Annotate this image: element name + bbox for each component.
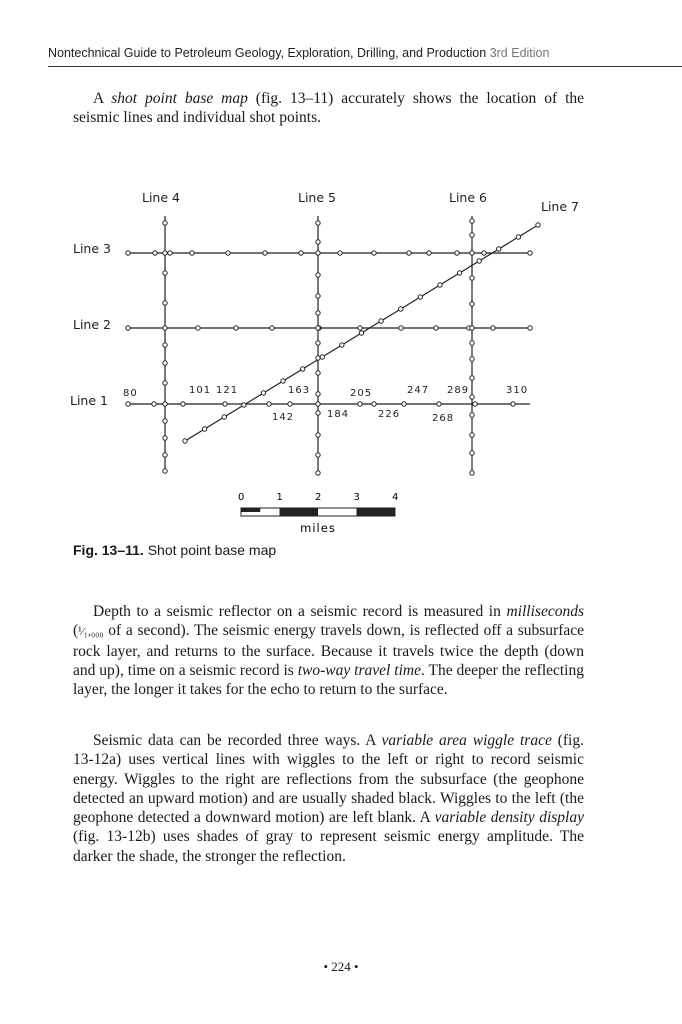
- shot-point: [497, 247, 501, 251]
- shot-point: [434, 326, 438, 330]
- shot-point-number: 247: [407, 385, 430, 396]
- shot-point: [316, 356, 320, 360]
- shot-point-number: 268: [432, 413, 455, 424]
- shot-point: [163, 271, 167, 275]
- shot-point: [437, 402, 441, 406]
- scale-tick-label: 2: [315, 492, 322, 503]
- shot-point: [399, 326, 403, 330]
- shot-point: [153, 251, 157, 255]
- shot-point: [126, 326, 130, 330]
- shot-point: [338, 251, 342, 255]
- shot-point: [242, 403, 246, 407]
- shot-point-number: 80: [123, 388, 138, 399]
- shot-point: [358, 402, 362, 406]
- shot-point: [528, 326, 532, 330]
- shot-point: [516, 235, 520, 239]
- line-label: Line 7: [541, 199, 579, 214]
- shot-point: [427, 251, 431, 255]
- shot-point: [316, 371, 320, 375]
- shot-point: [163, 301, 167, 305]
- shot-point: [316, 411, 320, 415]
- shot-point: [163, 361, 167, 365]
- shot-point: [470, 233, 474, 237]
- book-title: Nontechnical Guide to Petroleum Geology, Exploration, Drilling, and Production: [48, 46, 487, 60]
- shot-point: [511, 402, 515, 406]
- shot-point: [316, 471, 320, 475]
- shot-point: [536, 223, 540, 227]
- shot-point: [300, 367, 304, 371]
- scale-bar: [238, 492, 398, 535]
- shot-point: [222, 415, 226, 419]
- fraction: ¹⁄₁,₀₀₀: [78, 624, 104, 639]
- scale-tick-label: 0: [238, 492, 245, 503]
- shot-point: [163, 326, 167, 330]
- intro-paragraph: A shot point base map (fig. 13–11) accurately shows the location of the seismic lines and individual shot points.: [73, 90, 584, 127]
- shot-point: [358, 326, 362, 330]
- shot-point: [470, 451, 474, 455]
- paragraph-depth: Depth to a seismic reflector on a seismic record is measured in milliseconds (¹⁄₁,₀₀₀ of a second). The seismic energy travels down, is reflected off a subsurface rock layer, and returns to the surface. Because it travels twice the depth (down and up), time on a seismic record is two-way travel time. The deeper the reflecting layer, the longer it takes for the echo to return to the surface.: [73, 603, 584, 699]
- shot-point: [263, 251, 267, 255]
- shot-point: [152, 402, 156, 406]
- shot-point: [288, 402, 292, 406]
- shot-point: [261, 391, 265, 395]
- scale-bar-segment: [241, 508, 260, 512]
- line-label: Line 5: [298, 190, 336, 205]
- shot-point: [316, 341, 320, 345]
- caption-text: Shot point base map: [143, 542, 277, 558]
- shot-point: [163, 419, 167, 423]
- shot-point-number: 184: [327, 409, 350, 420]
- shot-point: [477, 259, 481, 263]
- shot-point: [316, 221, 320, 225]
- figure-caption: [73, 542, 276, 558]
- scale-bar-segment: [357, 508, 396, 516]
- shot-point: [316, 453, 320, 457]
- shot-point-number: 310: [506, 385, 529, 396]
- shot-point: [470, 433, 474, 437]
- shot-point-number: 163: [288, 385, 311, 396]
- shot-point: [163, 251, 167, 255]
- running-header: [48, 46, 682, 60]
- shot-point: [470, 341, 474, 345]
- shot-point: [202, 427, 206, 431]
- shot-point: [163, 453, 167, 457]
- scale-tick-label: 4: [392, 492, 399, 503]
- shot-point: [181, 402, 185, 406]
- shot-point: [226, 251, 230, 255]
- shot-point: [372, 251, 376, 255]
- shot-point: [316, 392, 320, 396]
- shot-point: [281, 379, 285, 383]
- shot-point: [316, 402, 320, 406]
- shot-point: [316, 273, 320, 277]
- shot-point: [316, 251, 320, 255]
- scale-tick-label: 3: [353, 492, 360, 503]
- shot-point: [190, 251, 194, 255]
- page-number: • 224 •: [323, 959, 359, 974]
- shot-point: [470, 357, 474, 361]
- scale-unit-label: miles: [300, 521, 336, 535]
- shot-point: [491, 326, 495, 330]
- shot-point: [340, 343, 344, 347]
- shot-point: [372, 402, 376, 406]
- shot-point: [418, 295, 422, 299]
- shot-point: [528, 251, 532, 255]
- shot-point: [223, 402, 227, 406]
- shot-point-number: 101: [189, 385, 212, 396]
- shot-point-base-map-figure: [60, 183, 600, 543]
- shot-point: [316, 240, 320, 244]
- shot-point: [470, 219, 474, 223]
- shot-points: [126, 219, 540, 475]
- shot-point: [399, 307, 403, 311]
- shot-point: [457, 271, 461, 275]
- shot-point: [470, 376, 474, 380]
- line-label: Line 1: [70, 393, 108, 408]
- shot-point: [196, 326, 200, 330]
- shot-point-number: 226: [378, 409, 401, 420]
- shot-point: [163, 221, 167, 225]
- shot-point-number: 205: [350, 388, 373, 399]
- shot-point: [470, 251, 474, 255]
- shot-point-number: 121: [216, 385, 239, 396]
- shot-point: [126, 402, 130, 406]
- shot-point: [482, 251, 486, 255]
- shot-point: [168, 251, 172, 255]
- shot-point: [455, 251, 459, 255]
- shot-point: [234, 326, 238, 330]
- shot-point: [407, 251, 411, 255]
- shot-point: [126, 251, 130, 255]
- shot-point: [438, 283, 442, 287]
- shot-point: [270, 326, 274, 330]
- shot-point: [163, 402, 167, 406]
- shot-point: [470, 302, 474, 306]
- shot-point: [320, 355, 324, 359]
- shot-point: [316, 433, 320, 437]
- shot-point: [299, 251, 303, 255]
- shot-point-number: 142: [272, 412, 295, 423]
- shot-point: [163, 469, 167, 473]
- shot-point: [359, 331, 363, 335]
- line-label: Line 4: [142, 190, 180, 205]
- shot-point: [183, 439, 187, 443]
- shot-point: [163, 343, 167, 347]
- shot-point: [470, 276, 474, 280]
- shot-point: [470, 413, 474, 417]
- shot-point-number: 289: [447, 385, 470, 396]
- shot-point: [316, 311, 320, 315]
- scale-tick-label: 1: [276, 492, 283, 503]
- shot-point: [470, 471, 474, 475]
- term-shot-point-base-map: shot point base map: [111, 90, 248, 107]
- edition-label: 3rd Edition: [489, 46, 550, 60]
- shot-point: [473, 402, 477, 406]
- caption-label: Fig. 13–11.: [73, 542, 144, 558]
- shot-point: [163, 381, 167, 385]
- shot-point: [470, 395, 474, 399]
- paragraph-recording: Seismic data can be recorded three ways. A variable area wiggle trace (fig. 13-12a) uses vertical lines with wiggles to the left or right to record seismic energy. Wiggles to the right are reflections from the subsurface (the geophone detected an upward motion) and are usually shaded black. Wiggles to the left (the geophone detected a downward motion) are left blank. A variable density display (fig. 13-12b) uses shades of gray to represent seismic energy amplitude. The darker the shade, the stronger the reflection.: [73, 732, 584, 865]
- shot-point: [379, 319, 383, 323]
- shot-point: [402, 402, 406, 406]
- scale-bar-segment: [280, 508, 319, 516]
- line-label: Line 3: [73, 241, 111, 256]
- line-label: Line 6: [449, 190, 487, 205]
- shot-point: [267, 402, 271, 406]
- header-rule: [48, 66, 682, 67]
- line-label: Line 2: [73, 317, 111, 332]
- seismic-lines: [128, 216, 538, 473]
- figure-labels: [70, 190, 579, 424]
- shot-point: [316, 326, 320, 330]
- shot-point: [470, 326, 474, 330]
- shot-point: [163, 436, 167, 440]
- shot-point: [316, 294, 320, 298]
